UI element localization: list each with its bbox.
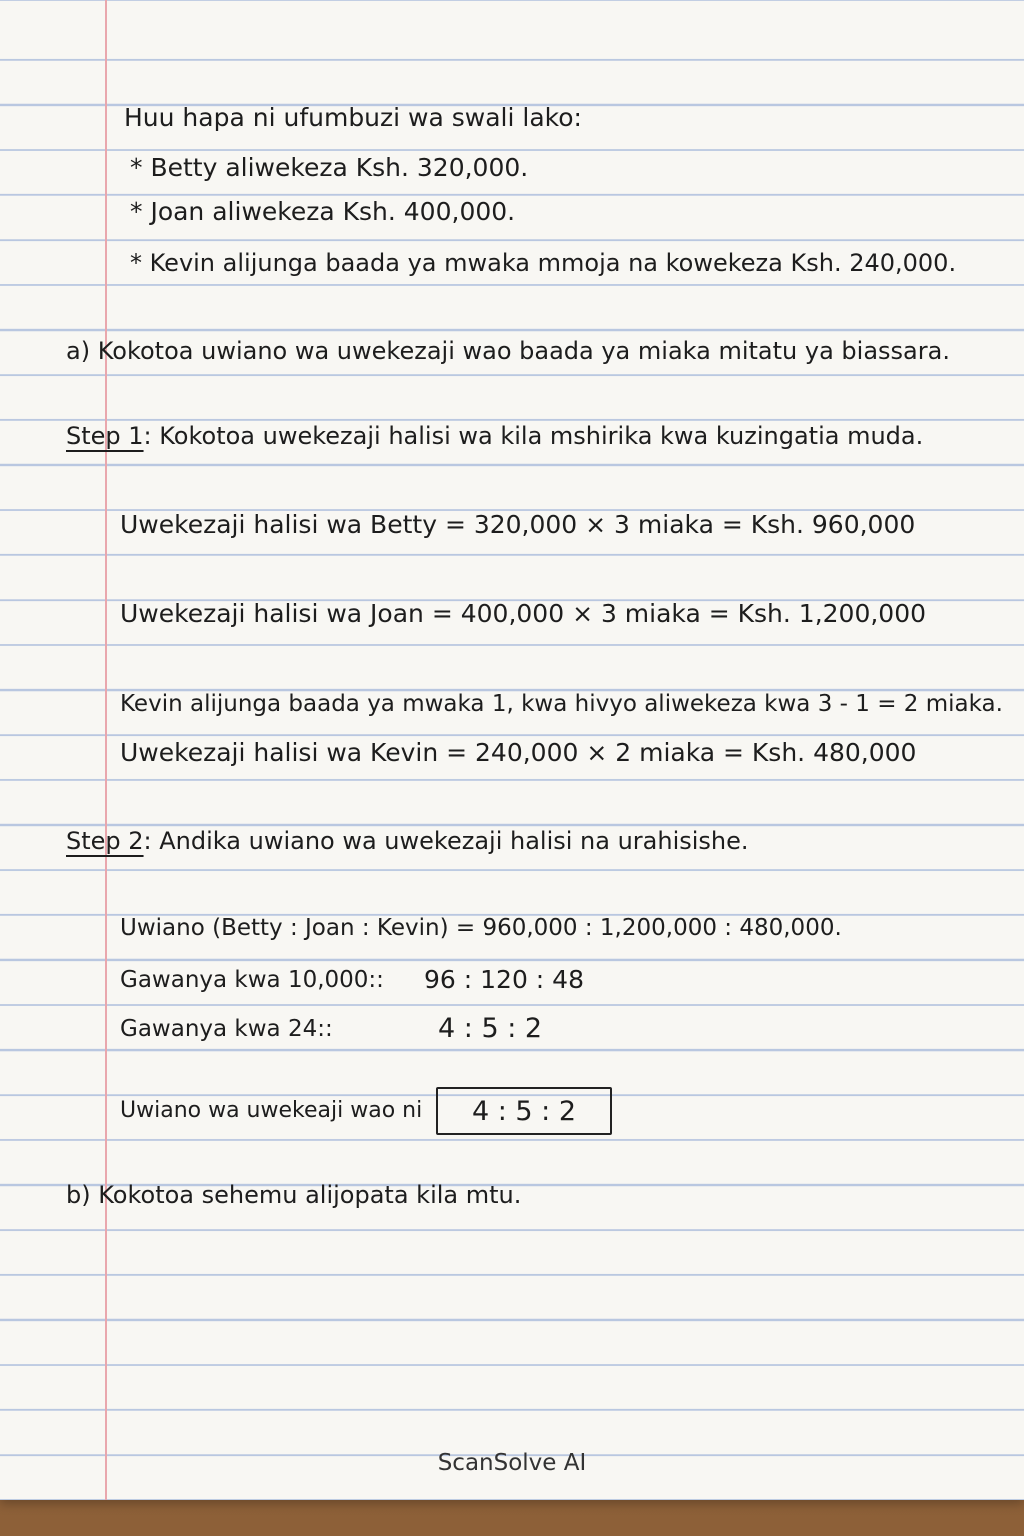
step1-label: Step 1 <box>66 422 144 450</box>
step2-label: Step 2 <box>66 827 144 855</box>
given-betty: * Betty aliwekeza Ksh. 320,000. <box>130 153 529 182</box>
step1-heading <box>66 421 923 451</box>
part-b-label: b) <box>66 1181 91 1209</box>
divide-10000-label: Gawanya kwa 10,000:: <box>120 967 384 993</box>
step1-text: : Kokotoa uwekezaji halisi wa kila mshirika kwa kuzingatia muda. <box>143 422 924 450</box>
given-kevin: * Kevin alijunga baada ya mwaka mmoja na kowekeza Ksh. 240,000. <box>130 249 957 277</box>
part-b-text: Kokotoa sehemu alijopata kila mtu. <box>98 1181 522 1209</box>
step1-betty: Uwekezaji halisi wa Betty = 320,000 × 3 miaka = Ksh. 960,000 <box>120 510 916 539</box>
part-a-label: a) <box>66 337 91 365</box>
step1-kevin: Uwekezaji halisi wa Kevin = 240,000 × 2 miaka = Ksh. 480,000 <box>120 738 917 767</box>
given-joan: * Joan aliwekeza Ksh. 400,000. <box>130 197 516 226</box>
answer-value: 4 : 5 : 2 <box>471 1095 577 1127</box>
intro-text: Huu hapa ni ufumbuzi wa swali lako: <box>124 103 582 132</box>
step1-kevin-note: Kevin alijunga baada ya mwaka 1, kwa hivyo aliwekeza kwa 3 - 1 = 2 miaka. <box>120 691 1003 717</box>
part-b-question <box>66 1180 521 1210</box>
step2-text: : Andika uwiano wa uwekezaji halisi na urahisishe. <box>143 827 749 855</box>
divide-24-value: 4 : 5 : 2 <box>438 1013 543 1044</box>
part-a-question <box>66 336 950 366</box>
footer-brand: ScanSolve AI <box>437 1450 587 1476</box>
answer-label: Uwiano wa uwekeaji wao ni <box>120 1098 423 1123</box>
step2-heading <box>66 826 749 856</box>
divide-24-label: Gawanya kwa 24:: <box>120 1016 333 1042</box>
answer-box <box>436 1087 612 1135</box>
divide-10000-value: 96 : 120 : 48 <box>424 965 584 994</box>
part-a-text: Kokotoa uwiano wa uwekezaji wao baada ya miaka mitatu ya biassara. <box>97 337 950 365</box>
step2-ratio: Uwiano (Betty : Joan : Kevin) = 960,000 : 1,200,000 : 480,000. <box>120 915 842 941</box>
margin-line <box>105 0 107 1500</box>
step1-joan: Uwekezaji halisi wa Joan = 400,000 × 3 miaka = Ksh. 1,200,000 <box>120 599 927 628</box>
